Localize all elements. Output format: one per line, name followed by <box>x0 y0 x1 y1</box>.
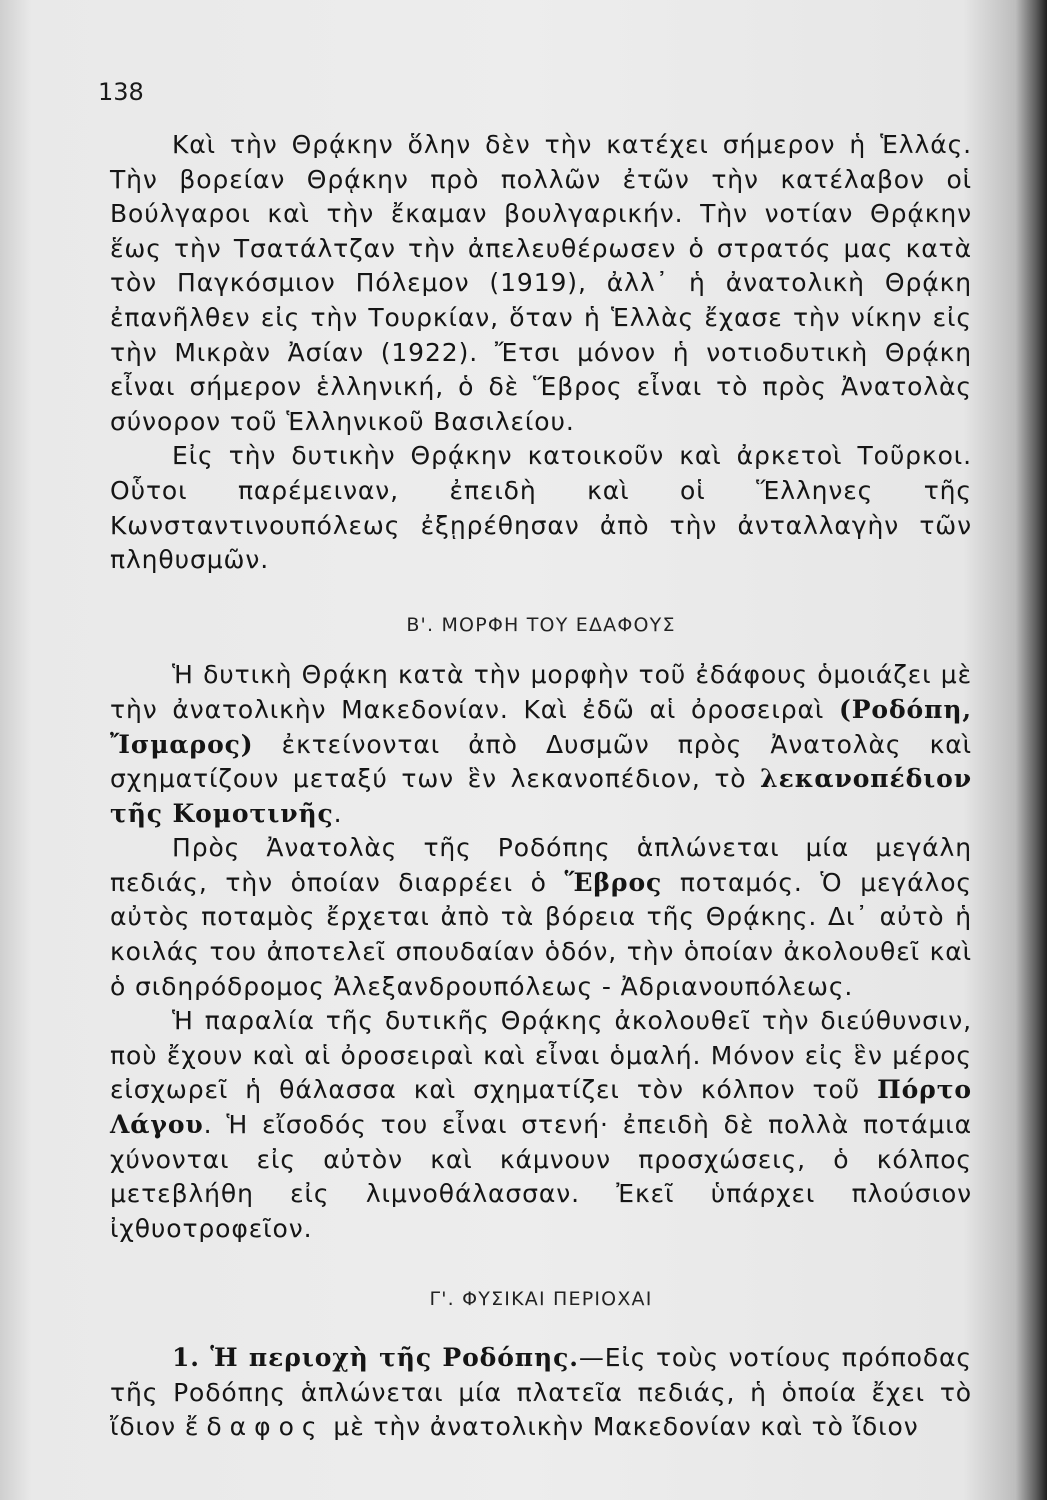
bold-term: Ἕβρος <box>564 867 663 897</box>
bold-term: λεκανοπέδιον τῆς Κομοτινῆς <box>110 764 972 828</box>
body-text <box>110 128 972 1445</box>
text-run: μὲ τὴν ἀνατολικὴν Μακεδονίαν καὶ τὸ ἴδιον <box>324 1412 919 1442</box>
paragraph <box>110 1004 972 1246</box>
spaced-term: ἔδαφος <box>184 1412 325 1442</box>
bold-term: (Ροδόπη, Ἴσμαρος) <box>110 694 972 759</box>
text-run: Ἡ δυτικὴ Θρᾴκη κατὰ τὴν μορφὴν τοῦ ἐδάφους ὁμοιάζει μὲ τὴν ἀνατολικὴν Μακεδονίαν. Καὶ ἐδῶ αἱ ὀροσειραὶ <box>110 660 972 724</box>
text-run: Ἡ παραλία τῆς δυτικῆς Θρᾴκης ἀκολουθεῖ τὴν διεύθυνσιν, ποὺ ἔχουν καὶ αἱ ὀροσειραὶ καὶ εἶναι ὁμαλή. Μόνον εἰς ἓν μέρος εἰσχωρεῖ ἡ θάλασσα καὶ σχηματίζει τὸν κόλπον τοῦ <box>110 1006 972 1105</box>
section-heading-morphology: Β'. ΜΟΡΦΗ ΤΟΥ ΕΔΑΦΟΥΣ <box>406 613 676 636</box>
paragraph <box>110 658 972 831</box>
paragraph: Εἰς τὴν δυτικὴν Θρᾴκην κατοικοῦν καὶ ἀρκετοὶ Τοῦρκοι. Οὗτοι παρέμειναν, ἐπειδὴ καὶ οἱ Ἕλληνες τῆς Κωνσταντινουπόλεως ἐξῃρέθησαν ἀπὸ τὴν ἀνταλλαγὴν τῶν πληθυσμῶν. <box>110 441 972 575</box>
text-run: . <box>333 798 343 828</box>
text-run: . Ἡ εἴσοδός του εἶναι στενή· ἐπειδὴ δὲ πολλὰ ποτάμια χύνονται εἰς αὐτὸν καὶ κάμνουν προσχώσεις, ὁ κόλπος μετεβλήθη εἰς λιμνοθάλασσαν. Ἐκεῖ ὑπάρχει πλούσιον ἰχθυοτροφεῖον. <box>110 1110 972 1243</box>
bold-term: 1. Ἡ περιοχὴ τῆς Ροδόπης. <box>172 1343 579 1372</box>
section-heading-natural-regions: Γ'. ΦΥΣΙΚΑΙ ΠΕΡΙΟΧΑΙ <box>429 1288 653 1311</box>
paragraph <box>110 1341 972 1445</box>
text-run: ἐκτείνονται ἀπὸ Δυσμῶν πρὸς Ἀνατολὰς καὶ σχηματίζουν μεταξύ των ἓν λεκανοπέδιον, τὸ <box>110 729 972 794</box>
text-run: ποταμός. Ὁ μεγάλος αὐτὸς ποταμὸς ἔρχεται ἀπὸ τὰ βόρεια τῆς Θρᾴκης. Δι᾽ αὐτὸ ἡ κοιλάς του ἀποτελεῖ σπουδαίαν ὁδόν, τὴν ὁποίαν ἀκολουθεῖ καὶ ὁ σιδηρόδρομος Ἀλεξανδρουπόλεως - Ἀδριανουπόλεως. <box>110 867 972 1001</box>
page-number: 138 <box>98 78 144 106</box>
text-run: —Εἰς τοὺς νοτίους πρόποδας τῆς Ροδόπης ἁπλώνεται μία πλατεῖα πεδιάς, ἡ ὁποία ἔχει τὸ ἴδιον <box>110 1343 972 1442</box>
paragraph <box>110 831 972 1004</box>
text-run: Πρὸς Ἀνατολὰς τῆς Ροδόπης ἁπλώνεται μία μεγάλη πεδιάς, τὴν ὁποίαν διαρρέει ὁ <box>110 833 972 897</box>
bold-term: Πόρτο Λάγου <box>110 1075 972 1140</box>
paragraph: Καὶ τὴν Θρᾴκην ὅλην δὲν τὴν κατέχει σήμερον ἡ Ἑλλάς. Τὴν βορείαν Θρᾴκην πρὸ πολλῶν ἐτῶν τὴν κατέλαβον οἱ Βούλγαροι καὶ τὴν ἔκαμαν βουλγαρικήν. Τὴν νοτίαν Θρᾴκην ἕως τὴν Τσατάλτζαν τὴν ἀπελευθέρωσεν ὁ στρατός μας κατὰ τὸν Παγκόσμιον Πόλεμον (1919), ἀλλ᾽ ἡ ἀνατολικὴ Θρᾴκη ἐπανῆλθεν εἰς τὴν Τουρκίαν, ὅταν ἡ Ἑλλὰς ἔχασε τὴν νίκην εἰς τὴν Μικρὰν Ἀσίαν (1922). Ἔτσι μόνον ἡ νοτιοδυτικὴ Θρᾴκη εἶναι σήμερον ἑλληνική, ὁ δὲ Ἕβρος εἶναι τὸ πρὸς Ἀνατολὰς σύνορον τοῦ Ἑλληνικοῦ Βασιλείου. <box>110 130 972 436</box>
